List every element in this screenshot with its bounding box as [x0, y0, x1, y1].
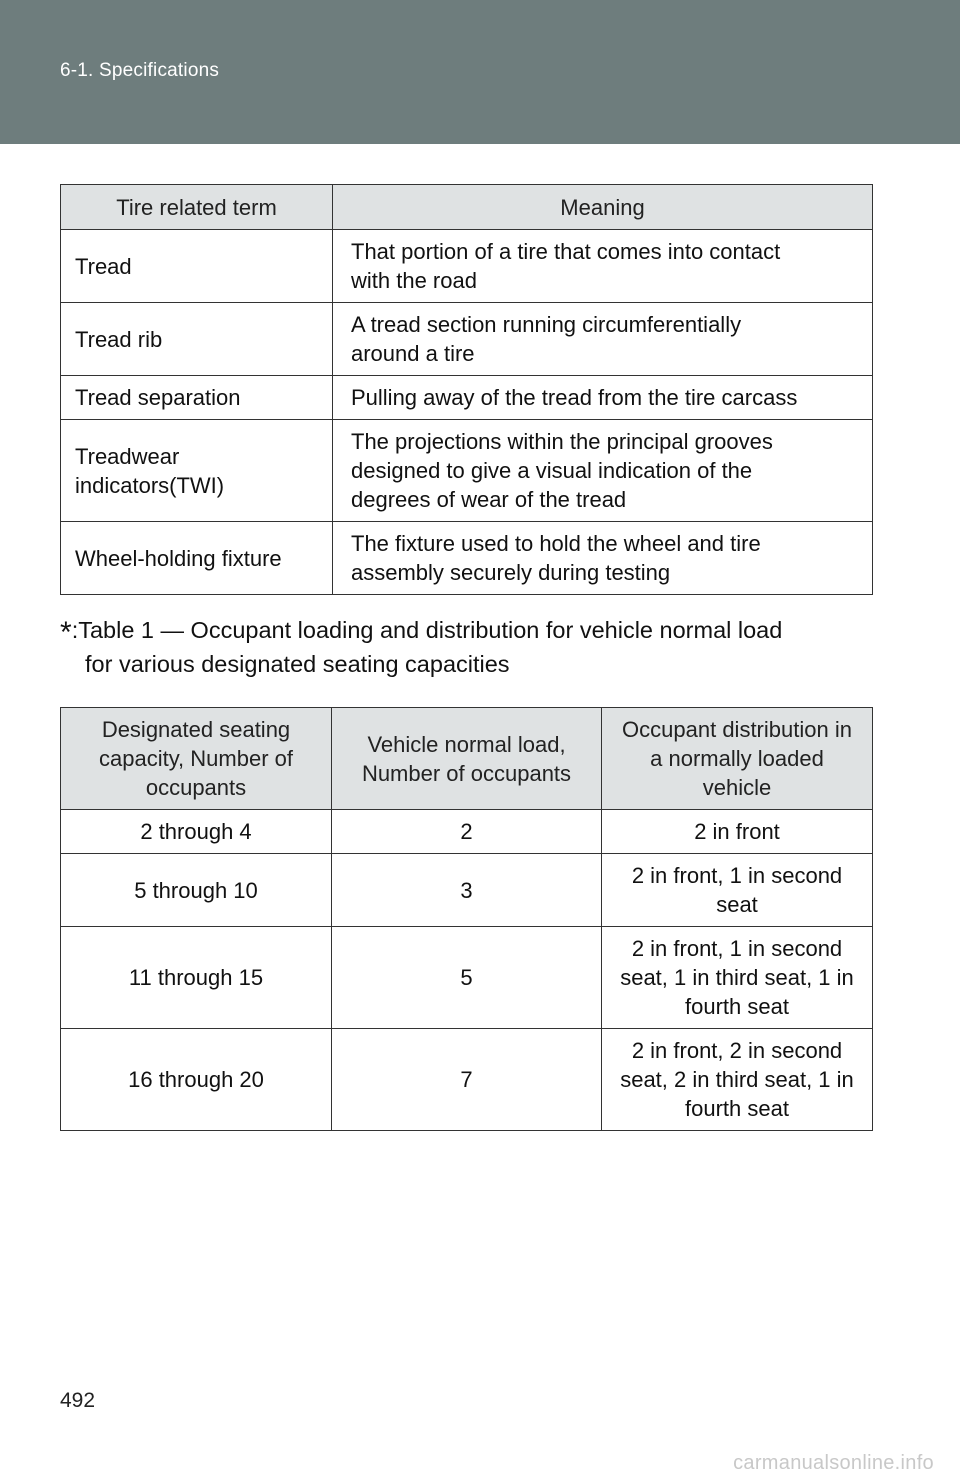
term-cell: Wheel-holding fixture [61, 522, 333, 595]
header-band [0, 0, 960, 144]
meaning-line: assembly securely during testing [351, 560, 671, 585]
column-header-normal-load: Vehicle normal load, Number of occupants [332, 708, 602, 810]
capacity-cell: 16 through 20 [61, 1029, 332, 1131]
meaning-cell [333, 230, 873, 303]
meaning-line: The projections within the principal grooves [351, 429, 773, 454]
normal-load-cell: 7 [332, 1029, 602, 1131]
distribution-cell: 2 in front, 2 in second seat, 2 in third seat, 1 in fourth seat [602, 1029, 873, 1131]
table-row [61, 810, 873, 854]
meaning-line: The fixture used to hold the wheel and tire [351, 531, 761, 556]
table-header-row [61, 185, 873, 230]
table-row [61, 522, 873, 595]
footnote-marker: * [60, 616, 72, 649]
normal-load-cell: 3 [332, 854, 602, 927]
occupant-loading-table [60, 707, 873, 1131]
footnote-continuation: for various designated seating capacities [85, 651, 510, 677]
meaning-line: degrees of wear of the tread [351, 487, 627, 512]
table-row [61, 1029, 873, 1131]
page-number: 492 [60, 1389, 96, 1412]
table-row [61, 376, 873, 420]
distribution-cell: 2 in front, 1 in second seat, 1 in third seat, 1 in fourth seat [602, 927, 873, 1029]
meaning-cell [333, 376, 873, 420]
meaning-line: designed to give a visual indication of the [351, 458, 753, 483]
table-row [61, 854, 873, 927]
term-cell: Tread [61, 230, 333, 303]
capacity-cell: 2 through 4 [61, 810, 332, 854]
term-cell: Tread rib [61, 303, 333, 376]
footnote-text: :Table 1 — Occupant loading and distribution for vehicle normal load [71, 617, 783, 643]
distribution-cell: 2 in front, 1 in second seat [602, 854, 873, 927]
table-row [61, 420, 873, 522]
tire-terms-table [60, 184, 873, 595]
table-row [61, 230, 873, 303]
meaning-cell [333, 522, 873, 595]
column-header-capacity: Designated seating capacity, Number of occupants [61, 708, 332, 810]
normal-load-cell: 2 [332, 810, 602, 854]
table-row [61, 303, 873, 376]
normal-load-cell: 5 [332, 927, 602, 1029]
capacity-cell: 5 through 10 [61, 854, 332, 927]
column-header-distribution: Occupant distribution in a normally loaded vehicle [602, 708, 873, 810]
meaning-cell [333, 303, 873, 376]
watermark: carmanualsonline.info [733, 1452, 934, 1474]
table-footnote [60, 612, 872, 681]
meaning-line: Pulling away of the tread from the tire carcass [351, 385, 798, 410]
capacity-cell: 11 through 15 [61, 927, 332, 1029]
table-header-row [61, 708, 873, 810]
term-cell: Treadwear indicators(TWI) [61, 420, 333, 522]
meaning-line: A tread section running circumferentially [351, 312, 742, 337]
term-cell: Tread separation [61, 376, 333, 420]
meaning-cell [333, 420, 873, 522]
meaning-line: with the road [351, 268, 477, 293]
meaning-line: That portion of a tire that comes into contact [351, 239, 781, 264]
table-row [61, 927, 873, 1029]
column-header-term: Tire related term [61, 185, 333, 230]
column-header-meaning: Meaning [333, 185, 873, 230]
section-title: 6-1. Specifications [60, 60, 220, 81]
distribution-cell: 2 in front [602, 810, 873, 854]
meaning-line: around a tire [351, 341, 475, 366]
